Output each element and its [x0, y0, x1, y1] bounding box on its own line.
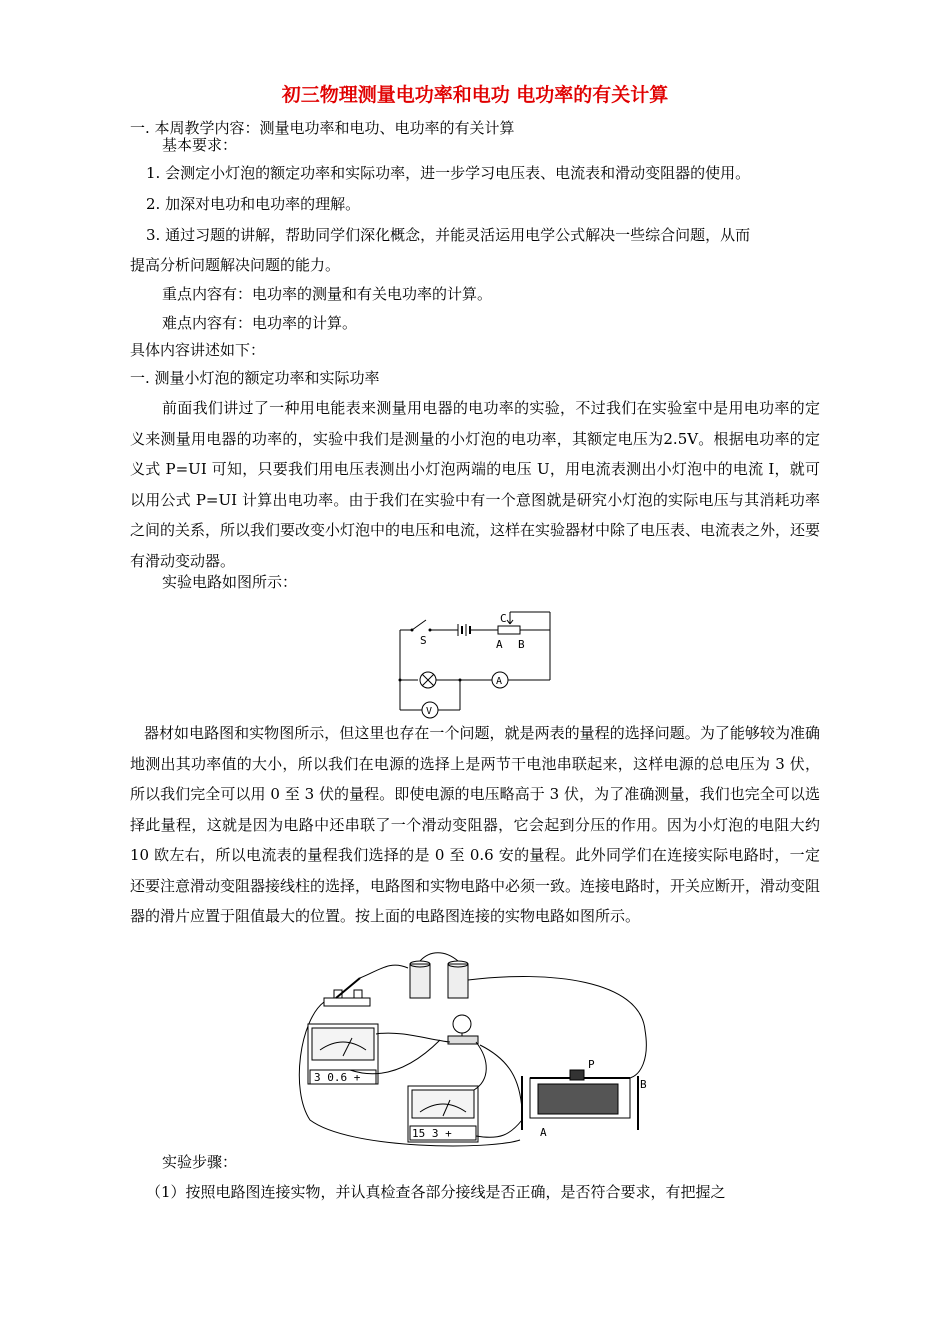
slider-p-label: P	[588, 1058, 595, 1071]
intro-line: 具体内容讲述如下：	[130, 341, 266, 359]
switch-label: S	[420, 634, 427, 647]
apparatus-illustration	[290, 950, 670, 1150]
voltmeter-terminal-labels: 15 3 +	[412, 1127, 452, 1140]
step-1: （1）按照电路图连接实物，并认真检查各部分接线是否正确，是否符合要求，有把握之	[146, 1183, 726, 1201]
paragraph-measurement: 前面我们讲过了一种用电能表来测量用电器的电功率的实验，不过我们在实验室中是用电功率的定义来测量用电器的功率的，实验中我们是测量的小灯泡的电功率，其额定电压为2.5V。根据电功率的定义式 P=UI 可知，只要我们用电压表测出小灯泡两端的电压 U，用电流表测出小灯泡中的电流 I，就可以用公式 P=UI 计算出电功率。由于我们在实验中有一个意图就是研究小灯泡的实际电压与其消耗功率之间的关系，所以我们要改变小灯泡中的电压和电流，这样在实验器材中除了电压表、电流表之外，还要有滑动变动器。	[130, 399, 821, 570]
requirement-item-3-cont: 提高分析问题解决问题的能力。	[130, 256, 341, 274]
ammeter-terminal-labels: 3 0.6 +	[314, 1071, 361, 1084]
rheostat-b-label: B	[640, 1078, 647, 1091]
ammeter-symbol-label: A	[496, 676, 503, 687]
rheostat-end-a-label: A	[496, 638, 503, 651]
section-heading: 一. 本周教学内容：测量电功率和电功、电功率的有关计算	[130, 119, 515, 137]
page-title: 初三物理测量电功率和电功 电功率的有关计算	[281, 84, 669, 106]
basic-requirements-label: 基本要求：	[162, 136, 238, 154]
rheostat-a-label: A	[540, 1126, 547, 1139]
rheostat-end-b-label: B	[518, 638, 525, 651]
difficult-points: 难点内容有：电功率的计算。	[162, 314, 358, 332]
part1-heading: 一. 测量小灯泡的额定功率和实际功率	[130, 369, 380, 387]
voltmeter-symbol-label: V	[426, 706, 433, 717]
paragraph-range-selection: 器材如电路图和实物图所示，但这里也存在一个问题，就是两表的量程的选择问题。为了能够较为准确地测出其功率值的大小，所以我们在电源的选择上是两节干电池串联起来，这样电源的总电压为 3 伏，所以我们完全可以用 0 至 3 伏的量程。即使电源的电压略高于 3 伏，为了准确测量，我们也完全可以选择此量程，这就是因为电路中还串联了一个滑动变阻器，它会起到分压的作用。因为小灯泡的电阻大约 10 欧左右，所以电流表的量程我们选择的是 0 至 0.6 安的量程。此外同学们在连接实际电路时，一定还要注意滑动变阻器接线柱的选择，电路图和实物电路中必须一致。连接电路时，开关应断开，滑动变阻器的滑片应置于阻值最大的位置。按上面的电路图连接的实物电路如图所示。	[130, 724, 821, 925]
requirement-item-2: 2. 加深对电功和电功率的理解。	[146, 195, 361, 213]
circuit-caption: 实验电路如图所示：	[162, 573, 298, 591]
circuit-diagram	[390, 602, 560, 722]
slider-label: C	[500, 612, 507, 625]
steps-heading: 实验步骤：	[162, 1153, 238, 1171]
requirement-item-1: 1. 会测定小灯泡的额定功率和实际功率，进一步学习电压表、电流表和滑动变阻器的使用。	[146, 164, 751, 182]
key-points: 重点内容有：电功率的测量和有关电功率的计算。	[162, 285, 493, 303]
requirement-item-3: 3. 通过习题的讲解，帮助同学们深化概念，并能灵活运用电学公式解决一些综合问题，从而	[146, 226, 751, 244]
